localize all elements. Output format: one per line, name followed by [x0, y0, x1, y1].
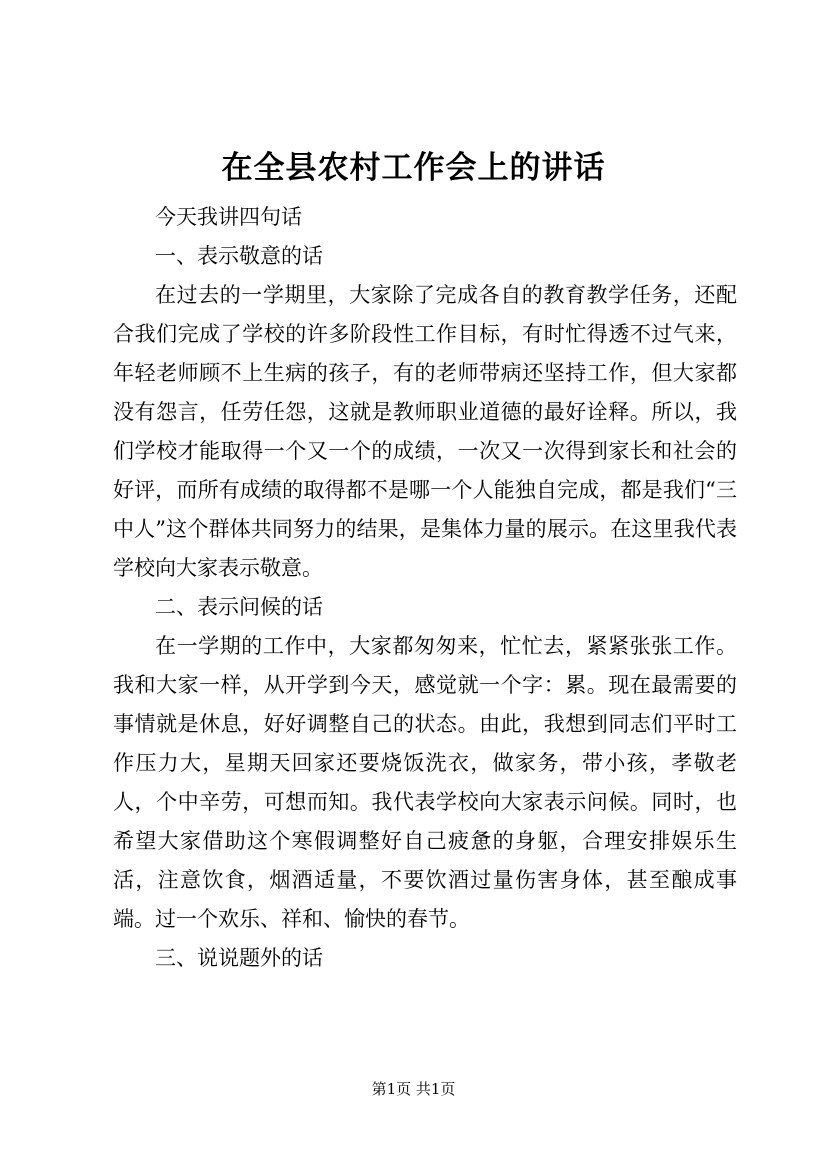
section-heading-1: 一、表示敬意的话 — [155, 244, 323, 268]
page-footer: 第1页 共1页 — [371, 1080, 456, 1098]
paragraph-greetings: 在一学期的工作中，大家都匆匆来，忙忙去，紧紧张张工作。我和大家一样，从开学到今天，感觉就一个字：累。现在最需要的事情就是休息，好好调整自己的状态。由此，我想到同志们平时工作压力大，星期天回家还要烧饭洗衣，做家务，带小孩，孝敬老人，个中辛劳，可想而知。我代表学校向大家表示问候。同时，也希望大家借助这个寒假调整好自己疲惫的身躯，合理安排娱乐生活，注意饮食，烟酒适量，不要饮酒过量伤害身体，甚至酿成事端。过一个欢乐、祥和、愉快的春节。 — [113, 634, 737, 931]
section-heading-3: 三、说说题外的话 — [155, 946, 323, 970]
section-heading-2: 二、表示问候的话 — [155, 595, 323, 619]
paragraph-intro: 今天我讲四句话 — [155, 205, 302, 229]
document-title: 在全县农村工作会上的讲话 — [221, 150, 606, 186]
paragraph-respect: 在过去的一学期里，大家除了完成各自的教育教学任务，还配合我们完成了学校的许多阶段性工作目标，有时忙得透不过气来，年轻老师顾不上生病的孩子，有的老师带病还坚持工作，但大家都没有怨言，任劳任怨，这就是教师职业道德的最好诠释。所以，我们学校才能取得一个又一个的成绩，一次又一次得到家长和社会的好评，而所有成绩的取得都不是哪一个人能独自完成，都是我们“三中人”这个群体共同努力的结果，是集体力量的展示。在这里我代表学校向大家表示敬意。 — [113, 283, 737, 580]
document-body — [113, 198, 737, 978]
